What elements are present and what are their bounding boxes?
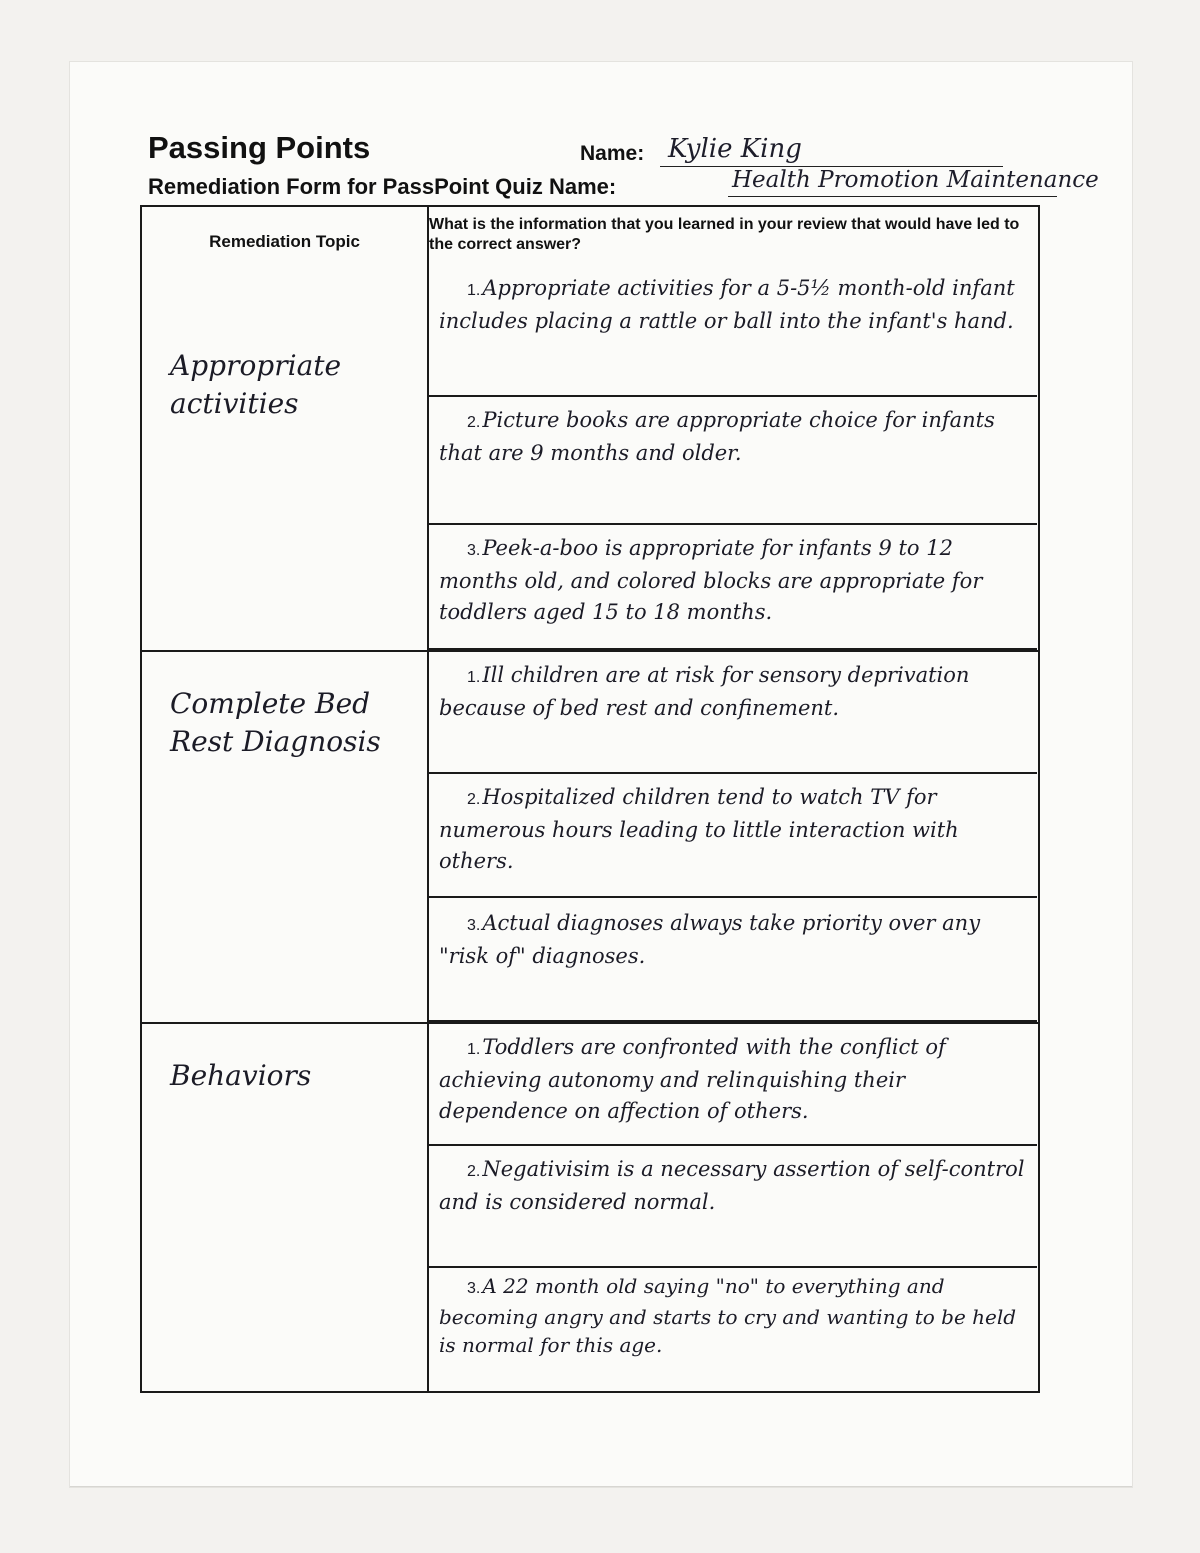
item-number: 3.: [467, 1280, 481, 1297]
topic-behaviors: Behaviors: [170, 1059, 312, 1092]
name-label: Name:: [580, 142, 645, 165]
item-number: 1.: [467, 669, 481, 686]
info-cell[interactable]: [429, 525, 1037, 650]
quiz-name-field[interactable]: Health Promotion Maintenance: [728, 164, 1057, 197]
item-text: A 22 month old saying "no" to everything and becoming angry and starts to cry and wanting to be held is normal for this age.: [439, 1274, 1017, 1357]
info-cell[interactable]: [429, 652, 1037, 774]
info-cell[interactable]: [429, 1268, 1037, 1392]
item-text: Negativisim is a necessary assertion of self-control and is considered normal.: [439, 1157, 1025, 1214]
remediation-table: [140, 205, 1040, 1393]
item-number: 3.: [467, 917, 481, 934]
item-number: 1.: [467, 282, 481, 299]
column-header-topic: Remediation Topic: [209, 232, 360, 251]
info-cell[interactable]: [429, 774, 1037, 898]
form-subtitle: Remediation Form for PassPoint Quiz Name:: [148, 174, 617, 199]
item-text: Hospitalized children tend to watch TV for numerous hours leading to little interaction with others.: [439, 785, 959, 873]
item-text: Picture books are appropriate choice for infants that are 9 months and older.: [439, 408, 995, 465]
column-header-info: What is the information that you learned in your review that would have led to the correct answer?: [429, 216, 1020, 253]
topic-complete-bed-rest: Complete Bed Rest Diagnosis: [170, 687, 381, 758]
form-title: Passing Points: [148, 130, 371, 165]
item-number: 2.: [467, 414, 481, 431]
name-field[interactable]: Kylie King: [660, 132, 1003, 167]
item-number: 1.: [467, 1041, 481, 1058]
item-text: Ill children are at risk for sensory deprivation because of bed rest and confinement.: [439, 663, 970, 720]
info-cell[interactable]: [429, 898, 1037, 1022]
page-bottom-edge: [70, 1486, 1132, 1487]
item-text: Peek-a-boo is appropriate for infants 9 to 12 months old, and colored blocks are appropriate for toddlers aged 15 to 18 months.: [439, 536, 983, 624]
form-header: [148, 128, 1108, 206]
info-cell[interactable]: [429, 397, 1037, 525]
info-cell[interactable]: [429, 257, 1037, 397]
item-text: Appropriate activities for a 5-5½ month-old infant includes placing a rattle or ball into the infant's hand.: [439, 276, 1015, 333]
item-number: 2.: [467, 1163, 481, 1180]
item-text: Toddlers are confronted with the conflict of achieving autonomy and relinquishing their dependence on affection of others.: [439, 1035, 946, 1123]
item-number: 3.: [467, 542, 481, 559]
info-cell[interactable]: [429, 1024, 1037, 1146]
topic-appropriate-activities: Appropriate activities: [170, 349, 342, 420]
item-text: Actual diagnoses always take priority over any "risk of" diagnoses.: [439, 911, 981, 968]
item-number: 2.: [467, 791, 481, 808]
info-cell[interactable]: [429, 1146, 1037, 1268]
